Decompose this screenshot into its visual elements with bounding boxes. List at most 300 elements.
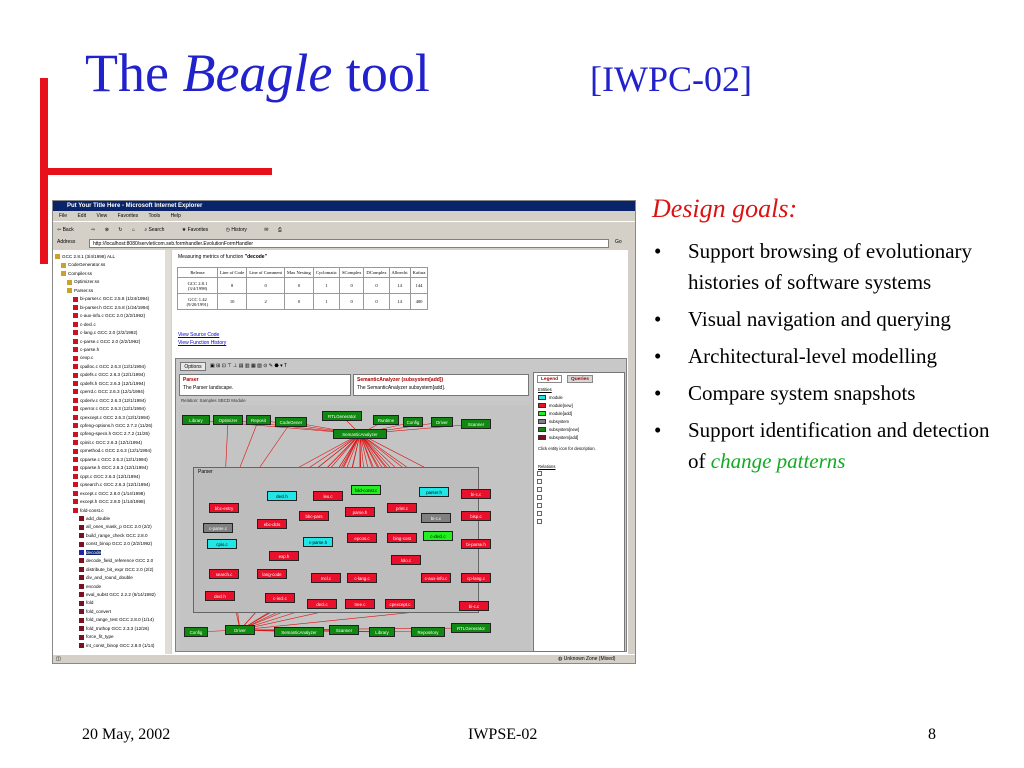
tree-item[interactable] [67,278,99,286]
tree-item[interactable] [79,616,154,624]
address-input[interactable]: http://localhost:8080/servlet/com.seb.formhandler.EvolutionFormHandler [89,239,609,248]
table-cell: 0 [247,278,285,294]
tree-item[interactable] [73,295,149,303]
graph-node[interactable]: Scanner [461,419,491,429]
tree-item[interactable] [73,329,137,337]
tree-item-label: int_const_binop GCC 2.8.0 (1/14) [86,642,155,648]
tree-item[interactable] [73,464,148,472]
graph-node[interactable]: tree.c [345,599,375,609]
tree-item-label: force_fit_type [86,634,114,640]
menu-file[interactable]: File [59,213,68,219]
graph-node[interactable]: c-incl.c [265,593,295,603]
file-icon [73,347,78,352]
graph-node[interactable]: lang-code [257,569,287,579]
tree-item-label: div_and_round_double [86,575,133,581]
tree-item[interactable] [73,380,145,388]
graph-node[interactable]: bi-c.c [461,489,491,499]
tree-item-label: fold_range_test GCC 2.8.0 (1/14) [86,617,154,623]
file-icon [73,339,78,344]
graph-node[interactable]: ebc-dcts [257,519,287,529]
graph-node[interactable]: Optimizer [213,415,243,425]
table-cell: 0 [284,294,313,310]
slide-title: The Beagle tool [85,43,430,103]
view-source-link[interactable]: View Source Code [178,332,220,338]
graph-node[interactable]: RTLGenerator [322,411,362,421]
tree-item[interactable] [79,532,148,540]
file-icon [79,567,84,572]
legend-item[interactable] [538,394,563,401]
ie-status-icon: ◫ [56,656,61,662]
tree-item-label: cpfeng-specs.h GCC 2.7.2 (11/26) [80,431,150,437]
mail-icon[interactable]: ✉ [264,227,269,233]
tree-item[interactable] [73,363,146,371]
tree-item-label: const_binop GCC 2.0 (2/2/1992) [86,541,153,547]
tree-item-label: c-decl.c [80,321,96,327]
table-cell: 14 [389,294,410,310]
legend-item[interactable] [538,426,579,433]
footer-event: IWPSE-02 [468,726,538,743]
tree-item[interactable] [73,456,148,464]
relation-checkbox[interactable] [537,495,542,500]
folder-icon [67,280,72,285]
tree-item-label: cpdefs.c GCC 2.6.3 (12/1/1994) [80,372,145,378]
legend-item[interactable] [538,402,573,409]
tree-item[interactable] [73,414,150,422]
table-cell: 1 [313,278,339,294]
legend-swatch [538,435,546,440]
table-row [178,294,428,310]
search-button[interactable]: ⌕ Search [144,227,165,233]
tree-item-label: cpdefs.h GCC 2.6.3 (12/1/1994) [80,380,146,386]
legend-label: subsystem[new] [549,427,580,432]
tree-item-label: bi-parser.h GCC 2.5.8 (1/24/1994) [80,304,150,310]
browser-toolbar [53,221,635,237]
tree-item-label: cpderiv.c GCC 2.6.3 (12/1/1994) [80,397,146,403]
graph-node[interactable]: bi-parse.h [461,539,491,549]
goal-item: • Support identification and detection of change patterns [650,415,1010,477]
tree-item[interactable] [61,261,105,269]
tree-item[interactable] [73,304,149,312]
back-button[interactable]: ⇦ Back [57,227,74,233]
file-icon [79,542,84,547]
tree-item[interactable] [73,405,146,413]
tree-item-label: add_double [86,515,111,521]
file-icon [73,330,78,335]
beagle-screenshot [52,200,636,664]
table-header-row [178,268,428,278]
tree-item-label: cpmethod.c GCC 2.6.3 (12/1/1994) [80,448,152,454]
graph-node[interactable]: Scanner [329,625,359,635]
graph-node[interactable]: bing-cost [387,533,417,543]
table-cell: 0 [339,278,363,294]
file-icon [73,381,78,386]
legend-label: subsystem [549,419,570,424]
goal-item: • Compare system snapshots [650,378,1010,409]
tree-item[interactable] [73,447,152,455]
security-zone: ◍ Unknown Zone (Mixed) [558,656,616,662]
tree-item[interactable] [79,642,154,650]
tree-item[interactable] [79,633,114,641]
legend-label: module[new] [549,403,573,408]
title-reference: [IWPC-02] [590,59,752,99]
graph-node[interactable]: Runtime [373,415,399,425]
table-row [178,278,428,294]
tree-item[interactable] [79,523,152,531]
tree-item[interactable] [79,574,133,582]
footer-page-number: 8 [928,726,936,743]
legend-tab[interactable]: Legend [537,375,562,383]
graph-node[interactable]: decl.h [267,491,297,501]
history-button[interactable]: ◷ History [225,227,247,233]
parser-info-desc: The Parser landscape. [183,385,234,391]
forward-icon[interactable]: ⇨ [91,227,96,233]
legend-item[interactable] [538,418,569,425]
tree-item-label: encode [86,583,102,589]
refresh-icon[interactable]: ↻ [118,227,123,233]
tree-item[interactable] [73,490,145,498]
favorites-button[interactable]: ★ Favorites [181,227,209,233]
graph-node[interactable]: Library [369,627,395,637]
tree-item[interactable] [73,430,150,438]
menu-bar [53,211,635,221]
globe-icon: ◍ [558,656,564,662]
view-history-link[interactable]: View Function History [178,340,227,346]
tree-item[interactable] [73,397,146,405]
options-button[interactable]: Options [180,362,206,371]
column-header: Line of Comment [247,268,285,278]
graph-node[interactable]: Driver [225,625,255,635]
tree-item[interactable] [79,599,93,607]
tree-item[interactable] [73,312,145,320]
column-header: DComplex [364,268,389,278]
menu-tools[interactable]: Tools [148,213,161,219]
graph-node[interactable]: fold-const.c [351,485,381,495]
semantic-info-pane [353,374,529,396]
column-header: Line of Code [218,268,247,278]
graph-node[interactable]: parse.h [345,507,375,517]
graph-node[interactable]: print.c [387,503,417,513]
graph-node[interactable]: CodeGener [275,417,307,427]
legend-swatch [538,427,546,432]
tree-scrollbar[interactable] [165,250,171,654]
home-icon[interactable]: ⌂ [131,227,135,233]
graph-node[interactable]: Library [182,415,210,425]
folder-icon [67,288,72,293]
table-cell: 1 [313,294,339,310]
tree-item-label: distribute_bit_expr GCC 2.0 (2/2) [86,566,154,572]
graph-node[interactable]: c-lang.c [347,573,377,583]
tree-item-label: except.h GCC 2.8.0 (1/14/1998) [80,499,146,505]
table-cell: GCC 1.42 (9/20/1991) [178,294,218,310]
tree-item[interactable] [73,498,145,506]
graph-node[interactable]: search.c [209,569,239,579]
tree-item-label: Compiler.ss [68,270,92,276]
tree-item-label: cpalloc.c GCC 2.6.3 (12/1/1994) [80,363,146,369]
design-goals-list [650,236,1010,483]
folder-icon [61,263,66,268]
file-icon [73,373,78,378]
graph-node[interactable]: exp.h [269,551,299,561]
tree-item[interactable] [79,583,101,591]
tree-item[interactable] [79,566,153,574]
tree-item[interactable] [67,287,93,295]
graph-node[interactable]: c-parse.c [203,523,233,533]
tree-item-label: cperrd.c GCC 2.6.3 (12/1/1994) [80,389,145,395]
tree-item-label: bi-parser.c GCC 2.5.8 (1/24/1994) [80,296,150,302]
tree-item-label: GCC 2.8.1 (3/4/1998) ALL [62,254,116,259]
goal-item: • Architectural-level modelling [650,341,1010,372]
file-icon [73,474,78,479]
table-cell: 2 [247,294,285,310]
tool-icon[interactable]: ▣ ⊞ ⊡ ⊤ ⊥ ▤ ▥ ▦ ▧ ⊙ ✎ ⬣ ▾ T [210,363,287,369]
tree-item-label: decode_field_reference GCC 2.0 [86,558,154,564]
file-icon [79,626,84,631]
graph-node[interactable]: Reposit [246,415,271,425]
graph-node[interactable]: c-parse.h [303,537,333,547]
parser-container-label: Parser [198,469,213,475]
tree-root[interactable] [55,253,115,261]
file-icon [73,508,78,513]
file-icon [73,322,78,327]
change-patterns-highlight: change patterns [710,449,846,473]
tree-item[interactable] [73,473,140,481]
relation-checkbox[interactable] [537,519,542,524]
tree-item[interactable] [79,540,152,548]
tree-item-label: all_ones_mask_p GCC 2.0 (2/2) [86,524,152,530]
graph-nodes [179,405,531,651]
tree-item[interactable] [73,439,142,447]
table-cell: 0 [364,294,389,310]
file-icon [79,592,84,597]
graph-node[interactable]: parser.h [419,487,449,497]
tree-item-label: except.c GCC 2.8.0 (1/14/1998) [80,490,145,496]
tree-item[interactable] [79,557,153,565]
tree-item-label: CodeGenerator.ss [68,262,106,268]
tree-item-label: cppt.c GCC 2.6.3 (12/1/1994) [80,473,141,479]
graph-node[interactable]: decl.c [307,599,337,609]
legend-label: module [549,395,563,400]
tree-item[interactable] [79,591,156,599]
entities-label: Entities [538,387,552,392]
graph-node[interactable]: bi-c.c [421,513,451,523]
file-icon [73,432,78,437]
column-header: Max Nesting [284,268,313,278]
table-cell: 400 [410,294,428,310]
graph-node[interactable]: c-aux-info.c [421,573,451,583]
file-icon [73,356,78,361]
graph-node[interactable]: SemanticAnalyzer [274,627,324,637]
tree-item-label: fold-const.c [80,507,104,513]
graph-node[interactable]: bisp.c [461,511,491,521]
file-icon [73,491,78,496]
legend-label: module[add] [549,411,573,416]
metrics-table [177,267,428,310]
graph-node[interactable]: Driver [431,417,453,427]
relation-checkbox[interactable] [537,479,542,484]
address-label: Address [57,239,76,245]
tree-item[interactable] [79,515,110,523]
relation-checkbox[interactable] [537,487,542,492]
tree-item-label: cpsearch.c GCC 2.6.3 (12/1/1994) [80,482,150,488]
tree-item-label: cexp.c [80,355,94,361]
file-icon [79,643,84,648]
file-icon [73,389,78,394]
legend-item[interactable] [538,410,572,417]
tree-item[interactable] [73,321,96,329]
graph-node[interactable]: SemanticAnalyzer [333,429,387,439]
accent-bar-horizontal [40,168,272,175]
stop-icon[interactable]: ⊗ [104,227,109,233]
table-cell: 10 [218,294,247,310]
go-button[interactable]: Go [615,239,622,245]
legend-item[interactable] [538,434,578,441]
file-icon [79,533,84,538]
file-icon [79,584,84,589]
legend-swatch [538,403,546,408]
goal-item: • Visual navigation and querying [650,304,1010,335]
relation-checkbox[interactable] [537,503,542,508]
graph-node[interactable]: cpio.c [207,539,237,549]
relation-label: Relation: Samples SBCD Module [181,398,246,403]
graph-node[interactable]: bi-c.c [459,601,489,611]
tree-item[interactable] [73,422,152,430]
tree-item-label: cpparse.h GCC 2.6.3 (12/1/1994) [80,465,148,471]
tree-item[interactable] [79,549,101,557]
landscape-applet [175,358,627,652]
graph-node[interactable]: lolo.c [391,555,421,565]
file-icon [79,575,84,580]
tree-item-label: build_range_check GCC 2.8.0 [86,532,148,538]
folder-icon [61,271,66,276]
tree-item[interactable] [73,346,99,354]
tree-item-label: cpfeng-options.h GCC 2.7.2 (11/26) [80,423,153,428]
file-icon [73,499,78,504]
graph-node[interactable]: lex.c [313,491,343,501]
column-header: Cyclomatic [313,268,339,278]
file-icon [73,406,78,411]
legend-swatch [538,395,546,400]
file-icon [73,313,78,318]
table-cell: 8 [218,278,247,294]
semantic-info-desc: The SemanticAnalyzer subsystem[add]. [357,385,446,391]
queries-tab[interactable]: Queries [567,375,593,383]
graph-node[interactable]: Repository [411,627,445,637]
tree-item-label: c-parse.c GCC 2.0 (2/2/1992) [80,338,141,344]
tree-item-label: fold_convert [86,608,112,614]
tree-item-label: Optimizer.ss [74,279,100,285]
graph-node[interactable]: bbc-entry [209,503,239,513]
tree-item-label: c-parse.h [80,346,100,352]
graph-node[interactable]: Config [403,417,423,427]
legend-label: subsystem[add] [549,435,579,440]
tree-item-label: c-lang.c GCC 2.0 (2/2/1992) [80,330,138,336]
landscape-graph [179,405,531,651]
relations-label: Relations [538,464,556,469]
table-cell: 0 [339,294,363,310]
graph-node[interactable]: RTLGenerator [451,623,491,633]
tree-item-label: eval_subst GCC 2.2.2 (6/14/1992) [86,592,156,597]
table-cell: GCC 2.8.1 (3/4/1998) [178,278,218,294]
print-icon[interactable]: ⎙ [277,227,282,233]
tree-item[interactable] [73,481,150,489]
tree-item-label: fold [86,600,94,606]
menu-edit[interactable]: Edit [77,213,87,219]
goal-item: • Support browsing of evolutionary histories of software systems [650,236,1010,298]
table-cell: 0 [364,278,389,294]
file-icon [73,466,78,471]
relation-checkbox[interactable] [537,471,542,476]
window-titlebar: Put Your Title Here - Microsoft Internet Explorer [53,201,635,211]
tree-item[interactable] [73,388,144,396]
file-icon [73,457,78,462]
table-cell: 144 [410,278,428,294]
tree-item[interactable] [73,507,104,515]
file-icon [79,550,84,555]
table-cell: 0 [284,278,313,294]
file-icon [73,449,78,454]
status-bar [53,654,635,663]
column-header: SComplex [339,268,363,278]
file-icon [79,635,84,640]
graph-node[interactable]: c-decl.c [423,531,453,541]
tree-item-label: cpparse.c GCC 2.6.3 (12/1/1994) [80,456,148,462]
file-icon [79,525,84,530]
file-icon [79,558,84,563]
column-header: Release [178,268,218,278]
file-icon [73,482,78,487]
graph-node[interactable]: cpexcept.c [385,599,415,609]
legend-swatch [538,419,546,424]
legend-panel [533,372,625,652]
file-icon [73,415,78,420]
semantic-info-title: SemanticAnalyzer (subsystem[add]) [357,377,444,383]
relation-checkbox[interactable] [537,511,542,516]
content-pane [172,250,628,654]
tree-item[interactable] [73,354,93,362]
menu-favorites[interactable]: Favorites [117,213,139,219]
graph-node[interactable]: decl.h [205,591,235,601]
footer-date: 20 May, 2002 [82,726,171,743]
tree-item[interactable] [79,608,111,616]
file-icon [79,601,84,606]
file-icon [79,618,84,623]
menu-help[interactable]: Help [170,213,181,219]
tree-item-label: Parser.ss [74,287,94,293]
tree-item[interactable] [73,338,140,346]
graph-node[interactable]: Config [184,627,208,637]
legend-swatch [538,411,546,416]
address-bar [53,237,635,250]
design-goals-title: Design goals: [652,194,798,223]
graph-node[interactable]: epcos.c [347,533,377,543]
graph-node[interactable]: bbc-pars [299,511,329,521]
file-icon [79,516,84,521]
tree-item-label: c-aux-info.c GCC 2.0 (2/2/1992) [80,313,146,319]
parser-info-pane [179,374,351,396]
file-icon [73,398,78,403]
graph-node[interactable]: mcl.c [311,573,341,583]
tree-item[interactable] [79,625,149,633]
table-cell: 14 [389,278,410,294]
file-icon [73,440,78,445]
tree-item[interactable] [61,270,92,278]
file-icon [73,364,78,369]
menu-view[interactable]: View [96,213,108,219]
column-header: Albrecht [389,268,410,278]
tree-item[interactable] [73,371,145,379]
graph-node[interactable]: cp-lang.c [461,573,491,583]
column-header: Kafura [410,268,428,278]
